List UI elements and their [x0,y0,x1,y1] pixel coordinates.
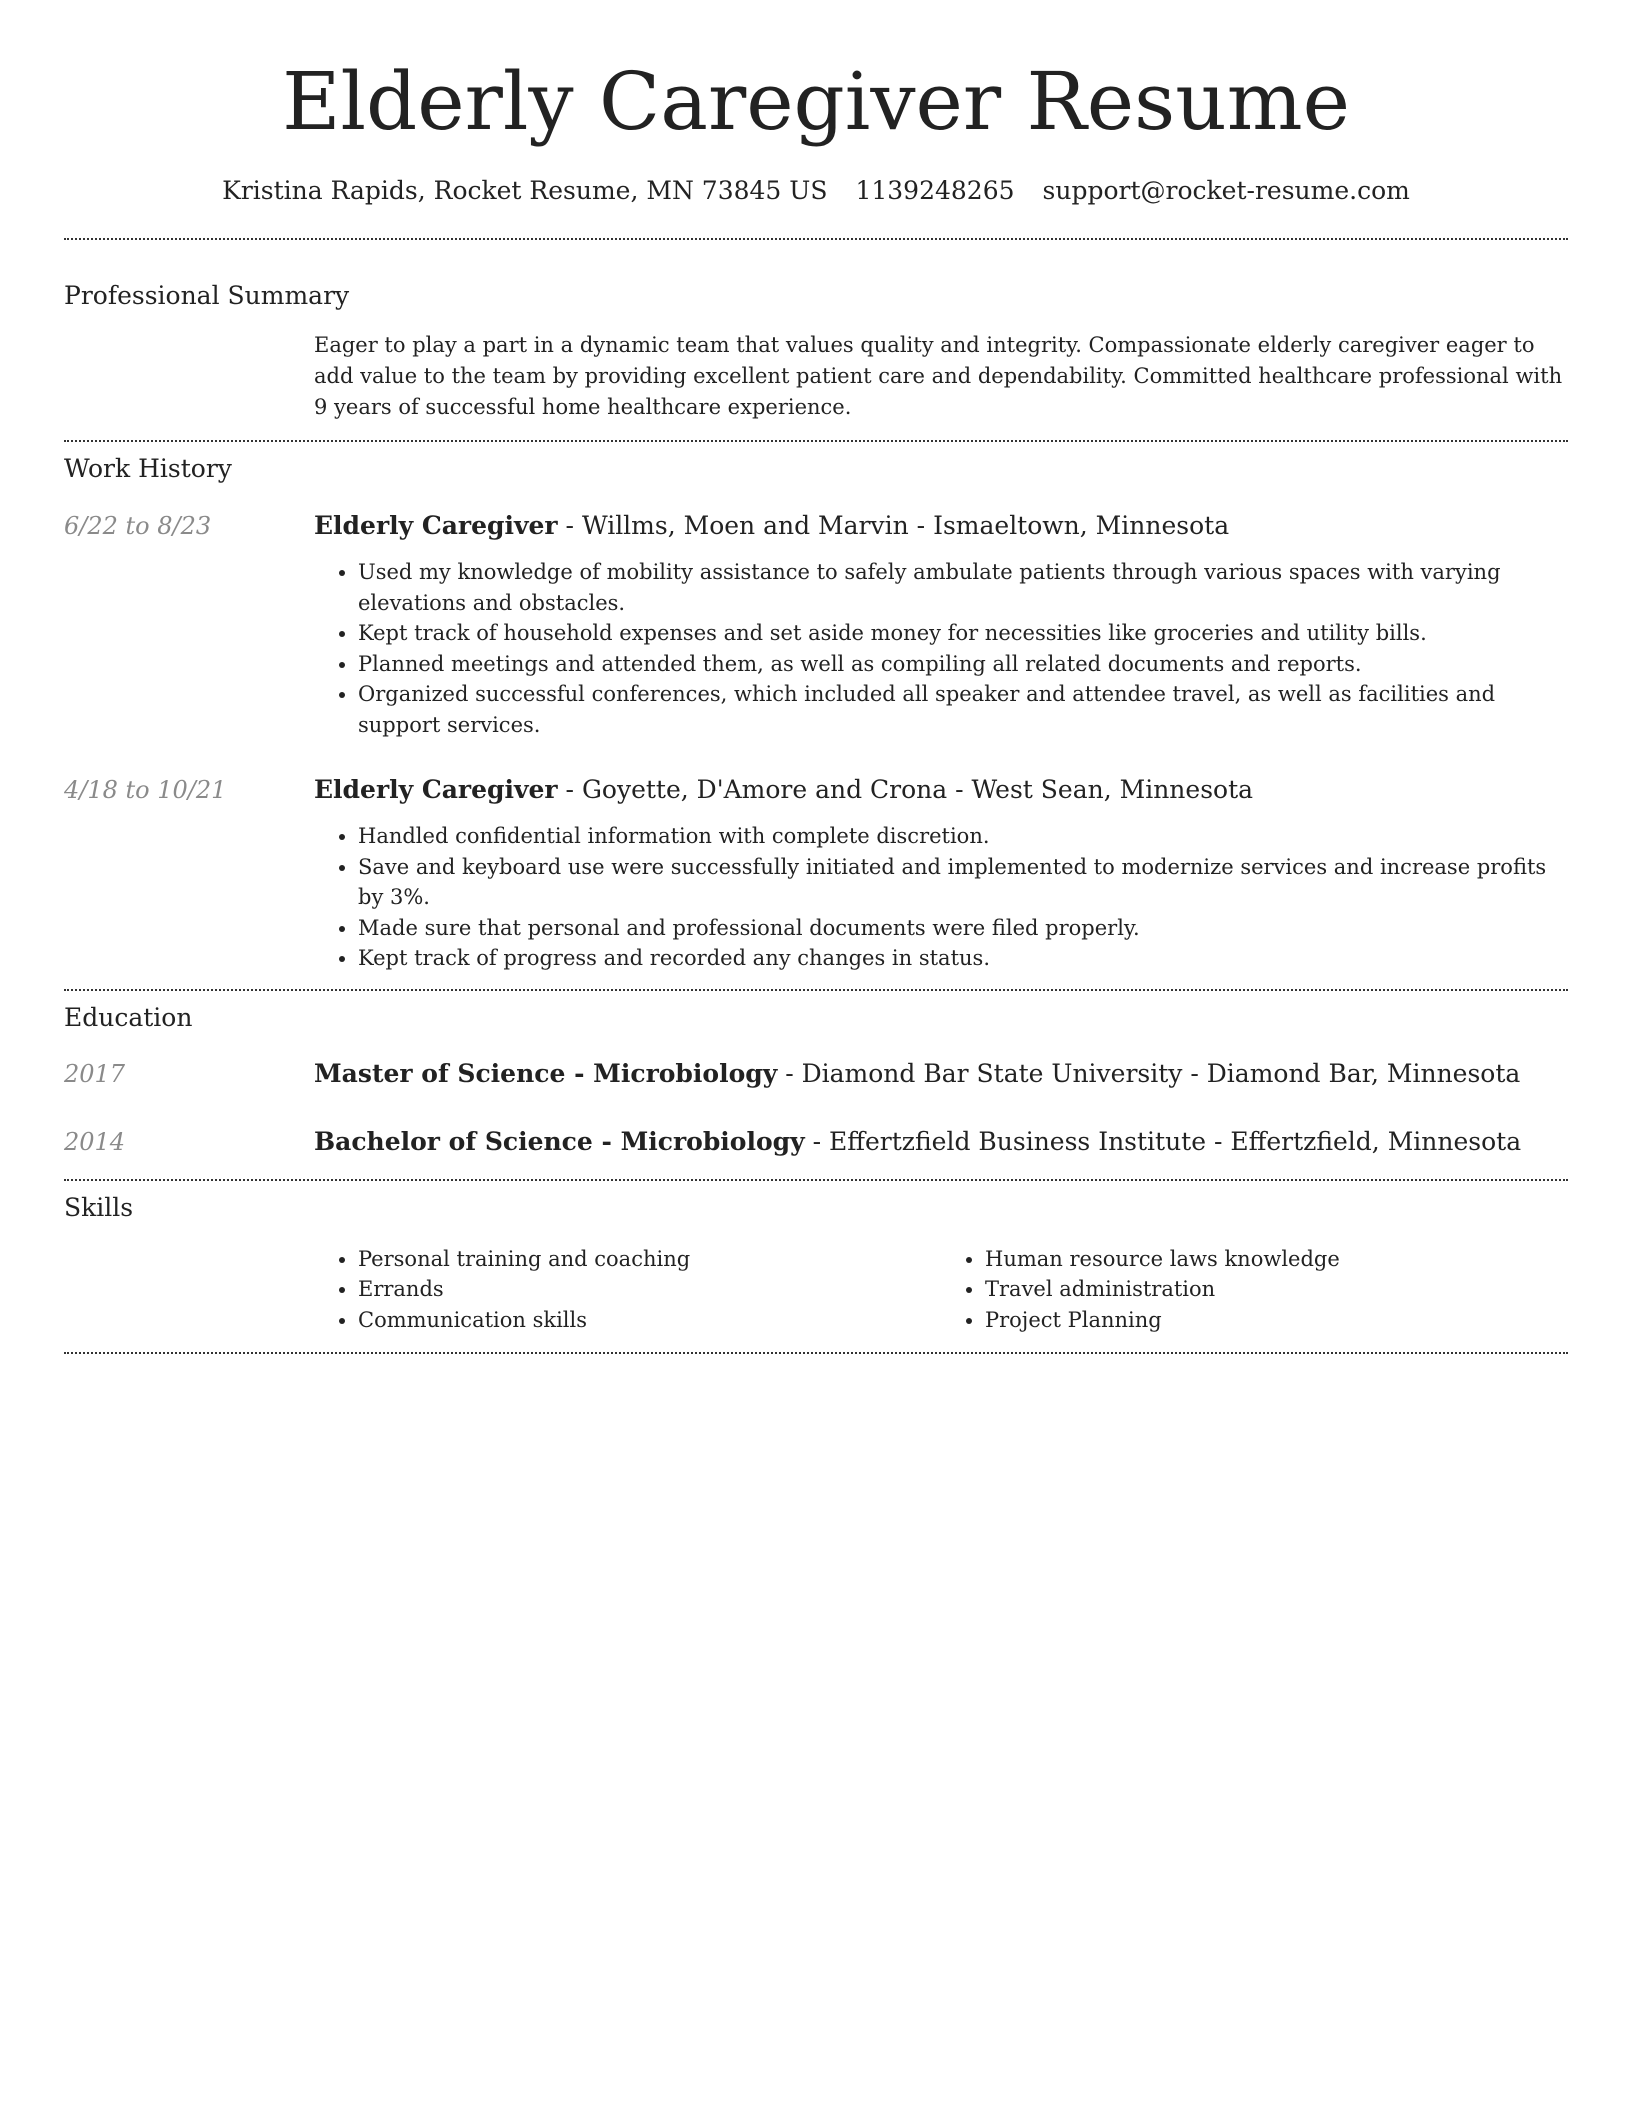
list-item: • Human resource laws knowledge [985,1244,1568,1275]
divider [64,1179,1568,1181]
education-year: 2014 [64,1127,126,1156]
section-heading-work-history: Work History [64,454,232,483]
job-bullets [314,821,1568,974]
job-entry [64,773,1568,974]
skills-list-right [941,1244,1568,1336]
skills-section [64,1192,1568,1336]
job-location: Ismaeltown, Minnesota [933,511,1230,540]
summary-section [64,280,1568,423]
list-item: • Communication skills [358,1305,941,1336]
job-company: Willms, Moen and Marvin [581,511,909,540]
job-heading: Elderly Caregiver - Goyette, D'Amore and Crona - West Sean, Minnesota [314,775,1254,804]
job-location: West Sean, Minnesota [971,775,1254,804]
list-item: • Kept track of progress and recorded any changes in status. [358,943,1568,974]
list-item: • Handled confidential information with complete discretion. [358,821,1568,852]
education-school: Diamond Bar State University - Diamond Bar, Minnesota [801,1058,1521,1088]
list-item: • Save and keyboard use were successfully initiated and implemented to modernize services and increase profits by 3%. [358,852,1568,913]
education-degree: Bachelor of Science - Microbiology [314,1126,805,1156]
job-heading: Elderly Caregiver - Willms, Moen and Marvin - Ismaeltown, Minnesota [314,511,1230,540]
list-item: • Used my knowledge of mobility assistance to safely ambulate patients through various spaces with varying elevations and obstacles. [358,557,1568,618]
divider [64,1352,1568,1354]
list-item: • Errands [358,1274,941,1305]
job-entry [64,509,1568,740]
summary-text: Eager to play a part in a dynamic team that values quality and integrity. Compassionate elderly caregiver eager to add value to the team by providing excellent patient care and dependability. Committed healthcare professional with 9 years of successful home healthcare experience. [314,333,1563,419]
job-title: Elderly Caregiver [314,775,558,804]
resume-title: Elderly Caregiver Resume [282,55,1350,148]
education-heading: Master of Science - Microbiology - Diamond Bar State University - Diamond Bar, Minnesota [314,1058,1521,1088]
contact-address: Kristina Rapids, Rocket Resume, MN 73845 US [222,176,828,205]
contact-phone: 1139248265 [855,176,1015,205]
job-company: Goyette, D'Amore and Crona [581,775,948,804]
skills-grid [314,1244,1568,1336]
education-degree: Master of Science - Microbiology [314,1058,778,1088]
education-entry [64,1057,1568,1091]
list-item: • Travel administration [985,1274,1568,1305]
education-year: 2017 [64,1059,126,1088]
list-item: • Planned meetings and attended them, as well as compiling all related documents and reports. [358,649,1568,680]
education-school: Effertzfield Business Institute - Effertzfield, Minnesota [829,1126,1522,1156]
education-section [64,1002,1568,1159]
education-entry [64,1125,1568,1159]
job-bullets [314,557,1568,740]
summary-left-spacer [64,330,314,423]
contact-line [64,174,1568,208]
contact-email: support@rocket-resume.com [1042,176,1410,205]
skills-list-left [314,1244,941,1336]
education-heading: Bachelor of Science - Microbiology - Effertzfield Business Institute - Effertzfield, Minnesota [314,1126,1522,1156]
job-dates: 6/22 to 8/23 [64,512,212,540]
section-heading-skills: Skills [64,1192,134,1222]
divider [64,440,1568,442]
list-item: • Kept track of household expenses and set aside money for necessities like groceries and utility bills. [358,618,1568,649]
list-item: • Project Planning [985,1305,1568,1336]
work-history-section [64,453,1568,974]
divider [64,238,1568,240]
list-item: • Organized successful conferences, which included all speaker and attendee travel, as well as facilities and support services. [358,679,1568,740]
section-heading-summary: Professional Summary [64,281,350,310]
divider [64,989,1568,991]
section-heading-education: Education [64,1002,193,1032]
list-item: • Personal training and coaching [358,1244,941,1275]
job-dates: 4/18 to 10/21 [64,776,227,804]
job-title: Elderly Caregiver [314,511,558,540]
list-item: • Made sure that personal and professional documents were filed properly. [358,913,1568,944]
skills-left-spacer [64,1244,314,1336]
